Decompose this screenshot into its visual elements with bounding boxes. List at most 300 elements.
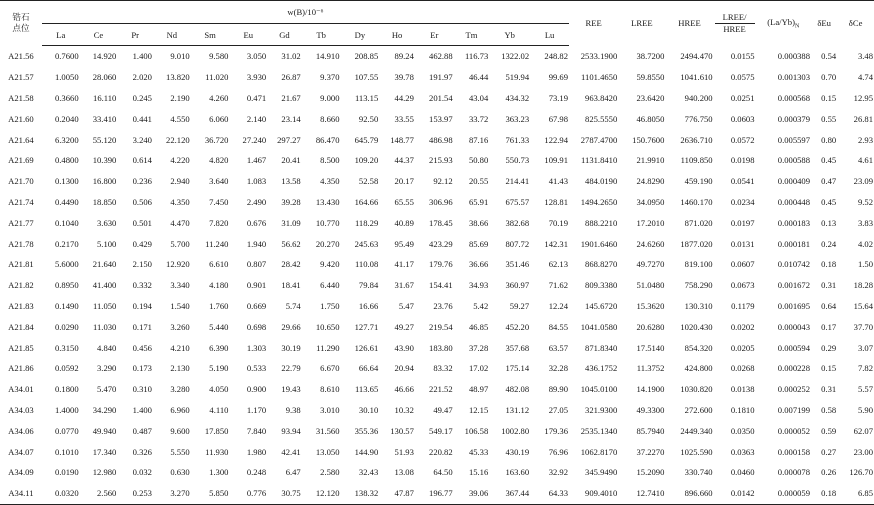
cell-delta-eu: 0.55 bbox=[821, 113, 837, 124]
cell-yb: 1002.80 bbox=[501, 425, 530, 436]
cell-dy: 245.63 bbox=[354, 238, 379, 249]
cell-dy: 109.20 bbox=[354, 155, 379, 166]
cell-la: 0.0290 bbox=[54, 321, 79, 332]
cell-la-yb-n: 0.000409 bbox=[777, 176, 811, 187]
cell-lree-hree: 0.0460 bbox=[730, 467, 755, 478]
cell-ree: 1062.8170 bbox=[580, 446, 618, 457]
cell-ree: 871.8340 bbox=[585, 342, 618, 353]
cell-pr: 0.236 bbox=[132, 176, 152, 187]
cell-ho: 31.67 bbox=[394, 280, 414, 291]
cell-yb: 675.57 bbox=[505, 196, 530, 207]
cell-tm: 48.97 bbox=[468, 384, 489, 395]
cell-gd: 22.79 bbox=[281, 363, 301, 374]
sample-header-line-2: 点位 bbox=[12, 23, 30, 34]
cell-nd: 2.940 bbox=[170, 176, 190, 187]
cell-pr: 0.173 bbox=[132, 363, 152, 374]
cell-gd: 29.66 bbox=[281, 321, 301, 332]
element-header-lu: Lu bbox=[530, 24, 569, 46]
cell-ce: 55.120 bbox=[92, 134, 117, 145]
cell-er: 219.54 bbox=[429, 321, 453, 332]
cell-delta-ce: 3.48 bbox=[857, 51, 873, 62]
cell-dy: 126.61 bbox=[354, 342, 379, 353]
cell-lree-hree: 0.0234 bbox=[730, 196, 755, 207]
cell-er: 64.50 bbox=[433, 467, 453, 478]
cell-lree-hree: 0.1179 bbox=[731, 300, 755, 311]
cell-delta-eu: 0.15 bbox=[821, 92, 837, 103]
cell-la-yb-n: 0.000181 bbox=[777, 238, 811, 249]
cell-ree: 1494.2650 bbox=[580, 196, 618, 207]
cell-ce: 2.560 bbox=[80, 483, 118, 504]
cell-delta-ce: 9.52 bbox=[857, 196, 873, 207]
cell-tb: 20.270 bbox=[315, 238, 340, 249]
cell-tm: 38.66 bbox=[468, 217, 489, 228]
cell-ree: 888.2210 bbox=[585, 217, 618, 228]
cell-ree: 825.5550 bbox=[585, 113, 618, 124]
cell-tm: 37.28 bbox=[468, 342, 489, 353]
cell-lree-hree: 0.0607 bbox=[730, 259, 755, 270]
cell-la-yb-n: 0.000448 bbox=[777, 196, 811, 207]
cell-yb: 214.41 bbox=[505, 176, 530, 187]
cell-sm: 4.110 bbox=[209, 404, 229, 415]
cell-delta-ce: 126.70 bbox=[849, 467, 873, 478]
cell-la-yb-n: 0.005597 bbox=[777, 134, 811, 145]
cell-eu: 1.980 bbox=[246, 446, 267, 457]
cell-hree: 854.320 bbox=[684, 342, 713, 353]
cell-lu: 84.55 bbox=[548, 321, 569, 332]
cell-la-yb-n: 0.000052 bbox=[777, 425, 811, 436]
cell-tm: 85.69 bbox=[468, 238, 489, 249]
cell-lree-hree: 0.0155 bbox=[730, 51, 755, 62]
cell-la: 0.8950 bbox=[54, 280, 79, 291]
cell-pr: 0.032 bbox=[132, 467, 152, 478]
cell-sample: A21.83 bbox=[8, 300, 34, 311]
table-row bbox=[0, 379, 874, 400]
cell-gd: 30.75 bbox=[267, 483, 302, 504]
cell-hree: 424.800 bbox=[684, 363, 713, 374]
cell-gd: 56.62 bbox=[281, 238, 301, 249]
cell-yb: 131.12 bbox=[505, 404, 530, 415]
cell-eu: 3.050 bbox=[246, 51, 267, 62]
cell-lree: 17.2010 bbox=[636, 217, 665, 228]
cell-tb: 9.370 bbox=[320, 72, 340, 83]
cell-lree-hree: 0.0202 bbox=[730, 321, 755, 332]
cell-ho: 89.24 bbox=[394, 51, 414, 62]
cell-lu: 41.43 bbox=[548, 176, 569, 187]
cell-lu: 128.81 bbox=[544, 196, 569, 207]
cell-lu: 99.69 bbox=[548, 72, 569, 83]
cell-eu: 0.900 bbox=[246, 384, 267, 395]
cell-lree: 49.3300 bbox=[636, 404, 665, 415]
cell-sample: A21.69 bbox=[8, 155, 34, 166]
cell-lree-hree: 0.0268 bbox=[730, 363, 755, 374]
cell-yb: 482.08 bbox=[505, 384, 530, 395]
element-header-tm: Tm bbox=[454, 24, 490, 46]
cell-delta-eu: 0.17 bbox=[821, 321, 837, 332]
cell-delta-eu: 0.31 bbox=[821, 384, 837, 395]
cell-yb: 351.46 bbox=[505, 259, 530, 270]
cell-lu: 67.98 bbox=[548, 113, 569, 124]
cell-yb: 175.14 bbox=[505, 363, 530, 374]
element-header-ho: Ho bbox=[379, 24, 415, 46]
cell-lu: 248.82 bbox=[544, 51, 569, 62]
cell-ree: 1045.0100 bbox=[580, 384, 618, 395]
cell-er: 191.97 bbox=[429, 72, 453, 83]
cell-lree: 15.2090 bbox=[636, 467, 665, 478]
cell-sm: 3.640 bbox=[209, 176, 229, 187]
cell-er: 178.45 bbox=[429, 217, 453, 228]
cell-tb: 9.000 bbox=[320, 92, 340, 103]
cell-lree: 12.7410 bbox=[618, 483, 665, 504]
table-row bbox=[0, 316, 874, 337]
cell-dy: 32.43 bbox=[358, 467, 379, 478]
cell-er: 183.80 bbox=[429, 342, 453, 353]
cell-pr: 0.332 bbox=[132, 280, 152, 291]
element-header-sm: Sm bbox=[191, 24, 230, 46]
cell-delta-ce: 4.61 bbox=[857, 155, 873, 166]
cell-gd: 42.41 bbox=[281, 446, 301, 457]
cell-la: 0.1490 bbox=[54, 300, 79, 311]
cell-lu: 27.05 bbox=[548, 404, 569, 415]
cell-nd: 3.280 bbox=[170, 384, 190, 395]
cell-ree: 868.8270 bbox=[585, 259, 618, 270]
cell-eu: 0.248 bbox=[246, 467, 267, 478]
cell-sample: A21.85 bbox=[8, 342, 34, 353]
cell-ree: 484.0190 bbox=[585, 176, 618, 187]
table-row bbox=[0, 171, 874, 192]
table-row bbox=[0, 420, 874, 441]
element-header-dy: Dy bbox=[341, 24, 380, 46]
sample-column-header bbox=[0, 1, 42, 46]
cell-tm: 36.66 bbox=[468, 259, 489, 270]
lree-header: LREE bbox=[618, 1, 665, 46]
cell-tb: 3.010 bbox=[320, 404, 340, 415]
cell-la: 0.1300 bbox=[54, 176, 79, 187]
cell-hree: 776.750 bbox=[684, 113, 713, 124]
cell-hree: 2449.340 bbox=[680, 425, 713, 436]
cell-hree: 1877.020 bbox=[680, 238, 713, 249]
cell-ce: 11.030 bbox=[93, 321, 117, 332]
cell-la: 0.3150 bbox=[54, 342, 79, 353]
cell-la: 0.3660 bbox=[54, 92, 79, 103]
cell-tm: 20.55 bbox=[468, 176, 489, 187]
cell-la-yb-n: 0.001672 bbox=[777, 280, 811, 291]
cell-delta-eu: 0.27 bbox=[821, 446, 837, 457]
cell-ho: 20.94 bbox=[394, 363, 414, 374]
cell-ho: 130.57 bbox=[390, 425, 414, 436]
cell-sm: 7.820 bbox=[209, 217, 229, 228]
cell-ho: 44.29 bbox=[394, 92, 414, 103]
cell-eu: 2.490 bbox=[246, 196, 267, 207]
cell-ho: 43.90 bbox=[394, 342, 414, 353]
cell-sm: 36.720 bbox=[204, 134, 229, 145]
cell-yb: 360.97 bbox=[505, 280, 530, 291]
cell-lree-hree: 0.0205 bbox=[730, 342, 755, 353]
cell-lree: 150.7600 bbox=[632, 134, 665, 145]
cell-hree: 758.290 bbox=[684, 280, 713, 291]
cell-dy: 92.50 bbox=[358, 113, 379, 124]
cell-dy: 113.15 bbox=[354, 92, 379, 103]
cell-ree: 909.4010 bbox=[569, 483, 618, 504]
cell-nd: 0.630 bbox=[170, 467, 190, 478]
cell-gd: 31.02 bbox=[281, 51, 301, 62]
table-row bbox=[0, 358, 874, 379]
cell-ce: 49.940 bbox=[92, 425, 117, 436]
cell-ho: 40.89 bbox=[394, 217, 414, 228]
table-body bbox=[0, 46, 874, 505]
cell-delta-ce: 4.02 bbox=[857, 238, 873, 249]
cell-lree: 24.6260 bbox=[636, 238, 665, 249]
cell-ce: 4.840 bbox=[97, 342, 117, 353]
cell-er: 83.32 bbox=[433, 363, 453, 374]
cell-lree-hree: 0.0603 bbox=[730, 113, 755, 124]
cell-lree: 38.7200 bbox=[636, 51, 665, 62]
cell-ce: 3.290 bbox=[97, 363, 117, 374]
cell-lree-hree: 0.1810 bbox=[730, 404, 755, 415]
cell-ce: 18.850 bbox=[92, 196, 117, 207]
cell-delta-eu: 0.45 bbox=[821, 155, 837, 166]
cell-la-yb-n: 0.000379 bbox=[777, 113, 811, 124]
cell-lree: 14.1900 bbox=[636, 384, 665, 395]
cell-gd: 26.87 bbox=[281, 72, 301, 83]
cell-sm: 4.260 bbox=[209, 92, 229, 103]
cell-ce: 17.340 bbox=[92, 446, 117, 457]
cell-lree-hree: 0.0541 bbox=[730, 176, 755, 187]
cell-lree: 15.3620 bbox=[636, 300, 665, 311]
element-header-tb: Tb bbox=[302, 24, 341, 46]
cell-delta-ce: 23.00 bbox=[853, 446, 873, 457]
cell-la-yb-n: 0.000594 bbox=[777, 342, 811, 353]
element-header-nd: Nd bbox=[153, 24, 191, 46]
cell-pr: 0.456 bbox=[132, 342, 152, 353]
cell-lu: 89.90 bbox=[548, 384, 569, 395]
cell-sm: 6.060 bbox=[209, 113, 229, 124]
cell-er: 49.47 bbox=[433, 404, 453, 415]
cell-dy: 107.55 bbox=[354, 72, 379, 83]
cell-ree: 2533.1900 bbox=[580, 51, 618, 62]
table-row bbox=[0, 275, 874, 296]
cell-nd: 12.920 bbox=[166, 259, 190, 270]
cell-delta-eu: 0.80 bbox=[821, 134, 837, 145]
cell-la-yb-n: 0.000568 bbox=[777, 92, 811, 103]
cell-gd: 18.41 bbox=[281, 280, 301, 291]
cell-delta-ce: 2.93 bbox=[857, 134, 873, 145]
cell-nd: 4.470 bbox=[170, 217, 190, 228]
table-row bbox=[0, 108, 874, 129]
cell-nd: 9.010 bbox=[170, 51, 190, 62]
cell-sample: A34.11 bbox=[0, 483, 42, 504]
cell-eu: 0.471 bbox=[246, 92, 267, 103]
table-row bbox=[0, 400, 874, 421]
cell-dy: 113.65 bbox=[354, 384, 379, 395]
lree-hree-header bbox=[714, 1, 756, 46]
cell-ce: 34.290 bbox=[92, 404, 117, 415]
cell-sm: 11.930 bbox=[205, 446, 229, 457]
cell-delta-eu: 0.59 bbox=[821, 425, 837, 436]
cell-pr: 0.253 bbox=[117, 483, 153, 504]
cell-dy: 66.64 bbox=[358, 363, 379, 374]
cell-nd: 22.120 bbox=[166, 134, 190, 145]
cell-lree: 24.8290 bbox=[636, 176, 665, 187]
cell-tb: 1.750 bbox=[320, 300, 340, 311]
cell-er: 23.76 bbox=[433, 300, 453, 311]
cell-lree: 85.7940 bbox=[636, 425, 665, 436]
cell-pr: 0.310 bbox=[132, 384, 152, 395]
cell-la: 0.2040 bbox=[54, 113, 79, 124]
cell-la: 0.0770 bbox=[54, 425, 79, 436]
cell-dy: 138.32 bbox=[341, 483, 380, 504]
cell-pr: 1.400 bbox=[132, 51, 152, 62]
cell-pr: 2.150 bbox=[132, 259, 152, 270]
cell-hree: 940.200 bbox=[684, 92, 713, 103]
cell-sample: A21.86 bbox=[8, 363, 34, 374]
cell-la: 5.6000 bbox=[54, 259, 79, 270]
cell-sample: A21.82 bbox=[8, 280, 34, 291]
cell-tm: 45.33 bbox=[468, 446, 489, 457]
cell-lree-hree: 0.0673 bbox=[730, 280, 755, 291]
cell-er: 154.41 bbox=[429, 280, 453, 291]
cell-delta-ce: 5.90 bbox=[857, 404, 873, 415]
cell-gd: 20.41 bbox=[281, 155, 301, 166]
cell-la: 0.0320 bbox=[42, 483, 80, 504]
cell-nd: 2.130 bbox=[170, 363, 190, 374]
cell-tb: 10.770 bbox=[315, 217, 340, 228]
cell-sm: 7.450 bbox=[209, 196, 229, 207]
table-row bbox=[0, 337, 874, 358]
cell-delta-eu: 0.13 bbox=[821, 217, 837, 228]
cell-ree: 1101.4650 bbox=[581, 72, 618, 83]
cell-nd: 1.540 bbox=[170, 300, 190, 311]
cell-tm: 50.80 bbox=[468, 155, 489, 166]
cell-la-yb-n: 0.000228 bbox=[777, 363, 811, 374]
cell-la-yb-n: 0.000158 bbox=[777, 446, 811, 457]
cell-tb: 6.670 bbox=[320, 363, 340, 374]
cell-eu: 1.303 bbox=[246, 342, 267, 353]
table-row bbox=[0, 212, 874, 233]
cell-sample: A21.81 bbox=[8, 259, 34, 270]
table-row bbox=[0, 88, 874, 109]
cell-delta-ce: 7.82 bbox=[857, 363, 873, 374]
cell-ree: 321.9300 bbox=[585, 404, 618, 415]
cell-nd: 6.960 bbox=[170, 404, 190, 415]
cell-sample: A21.84 bbox=[8, 321, 34, 332]
cell-tb: 9.420 bbox=[320, 259, 340, 270]
cell-la-yb-n: 0.000078 bbox=[777, 467, 811, 478]
cell-tb: 13.050 bbox=[315, 446, 340, 457]
cell-dy: 208.85 bbox=[354, 51, 379, 62]
cell-eu: 7.840 bbox=[246, 425, 267, 436]
cell-tb: 8.610 bbox=[320, 384, 340, 395]
table-row bbox=[0, 150, 874, 171]
cell-dy: 118.29 bbox=[354, 217, 379, 228]
cell-lree-hree: 0.0350 bbox=[730, 425, 755, 436]
cell-lree: 37.2270 bbox=[636, 446, 665, 457]
table-row bbox=[0, 67, 874, 88]
cell-yb: 59.27 bbox=[509, 300, 530, 311]
cell-lree: 49.7270 bbox=[636, 259, 665, 270]
cell-la: 1.4000 bbox=[54, 404, 79, 415]
cell-lu: 32.28 bbox=[548, 363, 569, 374]
cell-eu: 27.240 bbox=[242, 134, 267, 145]
cell-lu: 12.24 bbox=[548, 300, 569, 311]
cell-lree-hree: 0.0251 bbox=[730, 92, 755, 103]
cell-ho: 5.47 bbox=[398, 300, 414, 311]
cell-gd: 28.42 bbox=[281, 259, 301, 270]
cell-ree: 809.3380 bbox=[585, 280, 618, 291]
cell-la-yb-n: 0.007199 bbox=[777, 404, 811, 415]
cell-sample: A34.07 bbox=[8, 446, 34, 457]
cell-la: 0.0592 bbox=[54, 363, 79, 374]
cell-lree: 17.5140 bbox=[636, 342, 665, 353]
cell-la: 0.4800 bbox=[54, 155, 79, 166]
cell-lu: 179.36 bbox=[544, 425, 569, 436]
cell-sm: 6.390 bbox=[209, 342, 229, 353]
cell-sample: A34.09 bbox=[8, 467, 34, 478]
cell-delta-eu: 0.31 bbox=[821, 280, 837, 291]
cell-sample: A21.78 bbox=[8, 238, 34, 249]
cell-nd: 4.350 bbox=[170, 196, 190, 207]
cell-yb: 807.72 bbox=[505, 238, 530, 249]
cell-eu: 1.467 bbox=[246, 155, 267, 166]
cell-pr: 0.506 bbox=[132, 196, 152, 207]
cell-dy: 164.66 bbox=[354, 196, 379, 207]
cell-delta-eu: 0.54 bbox=[821, 51, 837, 62]
cell-yb: 382.68 bbox=[505, 217, 530, 228]
cell-lu: 64.33 bbox=[530, 483, 569, 504]
cell-ce: 41.400 bbox=[92, 280, 117, 291]
cell-tb: 10.650 bbox=[315, 321, 340, 332]
cell-ho: 33.55 bbox=[394, 113, 414, 124]
cell-eu: 2.140 bbox=[246, 113, 267, 124]
cell-la-yb-n: 0.000043 bbox=[777, 321, 811, 332]
cell-delta-eu: 0.24 bbox=[821, 238, 837, 249]
cell-eu: 0.807 bbox=[246, 259, 267, 270]
cell-sm: 5.850 bbox=[191, 483, 230, 504]
cell-la: 0.1010 bbox=[54, 446, 79, 457]
cell-lree-hree: 0.0198 bbox=[730, 155, 755, 166]
cell-nd: 3.260 bbox=[170, 321, 190, 332]
cell-lree: 59.8550 bbox=[636, 72, 665, 83]
cell-lree-hree: 0.0142 bbox=[714, 483, 756, 504]
cell-er: 486.98 bbox=[429, 134, 453, 145]
wb-unit-header: w(B)/10⁻⁶ bbox=[42, 1, 569, 24]
cell-sm: 6.610 bbox=[209, 259, 229, 270]
cell-ce: 33.410 bbox=[92, 113, 117, 124]
cell-sm: 9.580 bbox=[209, 51, 229, 62]
cell-la-yb-n: 0.010742 bbox=[777, 259, 811, 270]
cell-lree: 21.9910 bbox=[636, 155, 665, 166]
cell-tm: 12.15 bbox=[468, 404, 489, 415]
cell-ce: 28.060 bbox=[92, 72, 117, 83]
cell-delta-ce: 1.50 bbox=[857, 259, 873, 270]
cell-la: 0.4490 bbox=[54, 196, 79, 207]
cell-tm: 39.06 bbox=[454, 483, 490, 504]
cell-tm: 46.44 bbox=[468, 72, 489, 83]
cell-lu: 70.19 bbox=[548, 217, 569, 228]
lree-hree-bottom: HREE bbox=[715, 23, 755, 35]
cell-hree: 1030.820 bbox=[680, 384, 713, 395]
cell-sm: 11.020 bbox=[205, 72, 229, 83]
cell-ce: 16.110 bbox=[93, 92, 117, 103]
cell-ho: 39.78 bbox=[394, 72, 414, 83]
cell-sample: A21.60 bbox=[8, 113, 34, 124]
cell-pr: 0.171 bbox=[132, 321, 152, 332]
cell-delta-ce: 23.09 bbox=[853, 176, 873, 187]
cell-ho: 41.17 bbox=[394, 259, 414, 270]
cell-ho: 65.55 bbox=[394, 196, 414, 207]
cell-er: 221.52 bbox=[429, 384, 453, 395]
cell-ce: 5.100 bbox=[97, 238, 117, 249]
cell-gd: 297.27 bbox=[277, 134, 301, 145]
